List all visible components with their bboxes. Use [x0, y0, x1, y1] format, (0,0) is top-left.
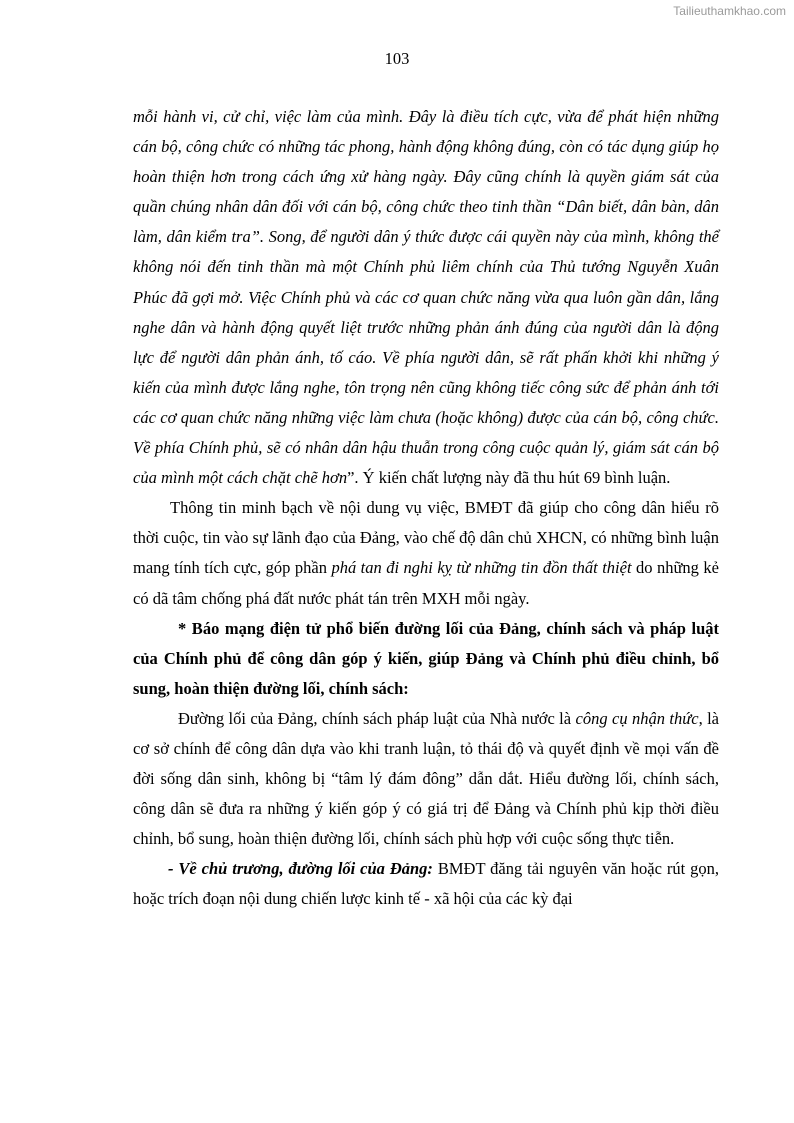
paragraph-quote — [133, 102, 719, 493]
emphasis-text: phá tan đi nghi kỵ từ những tin đồn thất thiệt — [331, 558, 632, 578]
paragraph-transparency — [133, 493, 719, 613]
paragraph-text: BMĐT đăng tải nguyên văn hoặc rút gọn, hoặc trích đoạn nội dung chiến lược kinh tế - xã hội của các kỳ đại — [133, 859, 720, 909]
section-heading: * Báo mạng điện tử phổ biến đường lối của Đảng, chính sách và pháp luật của Chính phủ để công dân góp ý kiến, giúp Đảng và Chính phủ điều chỉnh, bổ sung, hoàn thiện đường lối, chính sách: — [133, 618, 719, 698]
paragraph-text: do những kẻ có dã tâm chống phá đất nước phát tán trên MXH mỗi ngày. — [133, 558, 719, 608]
paragraph-text: Thông tin minh bạch về nội dung vụ việc, BMĐT đã giúp cho công dân hiểu rõ thời cuộc, tin vào sự lãnh đạo của Đảng, vào chế độ dân chủ XHCN, có những bình luận mang tính tích cực, góp phần — [133, 498, 719, 578]
paragraph-policy — [133, 704, 719, 854]
watermark: Tailieuthamkhao.com — [673, 4, 786, 18]
paragraph-party-line — [133, 854, 719, 914]
paragraph-text: Đường lối của Đảng, chính sách pháp luật của Nhà nước là — [178, 708, 576, 728]
document-body — [133, 102, 719, 915]
page-number: 103 — [384, 49, 410, 68]
paragraph-text: , là cơ sở chính để công dân dựa vào khi tranh luận, tỏ thái độ và quyết định về mọi vấn đề đời sống dân sinh, không bị “tâm lý đám đông” dẫn dắt. Hiểu đường lối, chính sách, công dân sẽ đưa ra những ý kiến góp ý có giá trị để Đảng và Chính phủ kịp thời điều chỉnh, bổ sung, hoàn thiện đường lối, chính sách phù hợp với cuộc sống thực tiễn. — [133, 708, 720, 849]
quote-text: mỗi hành vi, cử chỉ, việc làm của mình. Đây là điều tích cực, vừa để phát hiện những cán bộ, công chức có những tác phong, hành động không đúng, còn có tác dụng giúp họ hoàn thiện hơn trong cách ứng xử hàng ngày. Đây cũng chính là quyền giám sát của quần chúng nhân dân đối với cán bộ, công chức theo tinh thần “Dân biết, dân bàn, dân làm, dân kiểm tra”. Song, để người dân ý thức được cái quyền này của mình, không thể không nói đến tinh thần mà một Chính phủ liêm chính của Thủ tướng Nguyễn Xuân Phúc đã gợi mở. Việc Chính phủ và các cơ quan chức năng vừa qua luôn gần dân, lắng nghe dân và hành động quyết liệt trước những phản ánh đúng của người dân là động lực để người dân phản ánh, tố cáo. Về phía người dân, sẽ rất phấn khởi khi những ý kiến của mình được lắng nghe, tôn trọng nên cũng không tiếc công sức để phản ánh tới các cơ quan chức năng những việc làm chưa (hoặc không) được của cán bộ, công chức. Về phía Chính phủ, sẽ có nhân dân hậu thuẫn trong công cuộc quản lý, giám sát cán bộ của mình một cách chặt chẽ hơn — [133, 107, 719, 488]
quote-tail: ”. Ý kiến chất lượng này đã thu hút 69 bình luận. — [347, 468, 671, 488]
emphasis-text: công cụ nhận thức — [575, 708, 699, 728]
subsection-label: - Về chủ trương, đường lối của Đảng: — [168, 859, 433, 879]
